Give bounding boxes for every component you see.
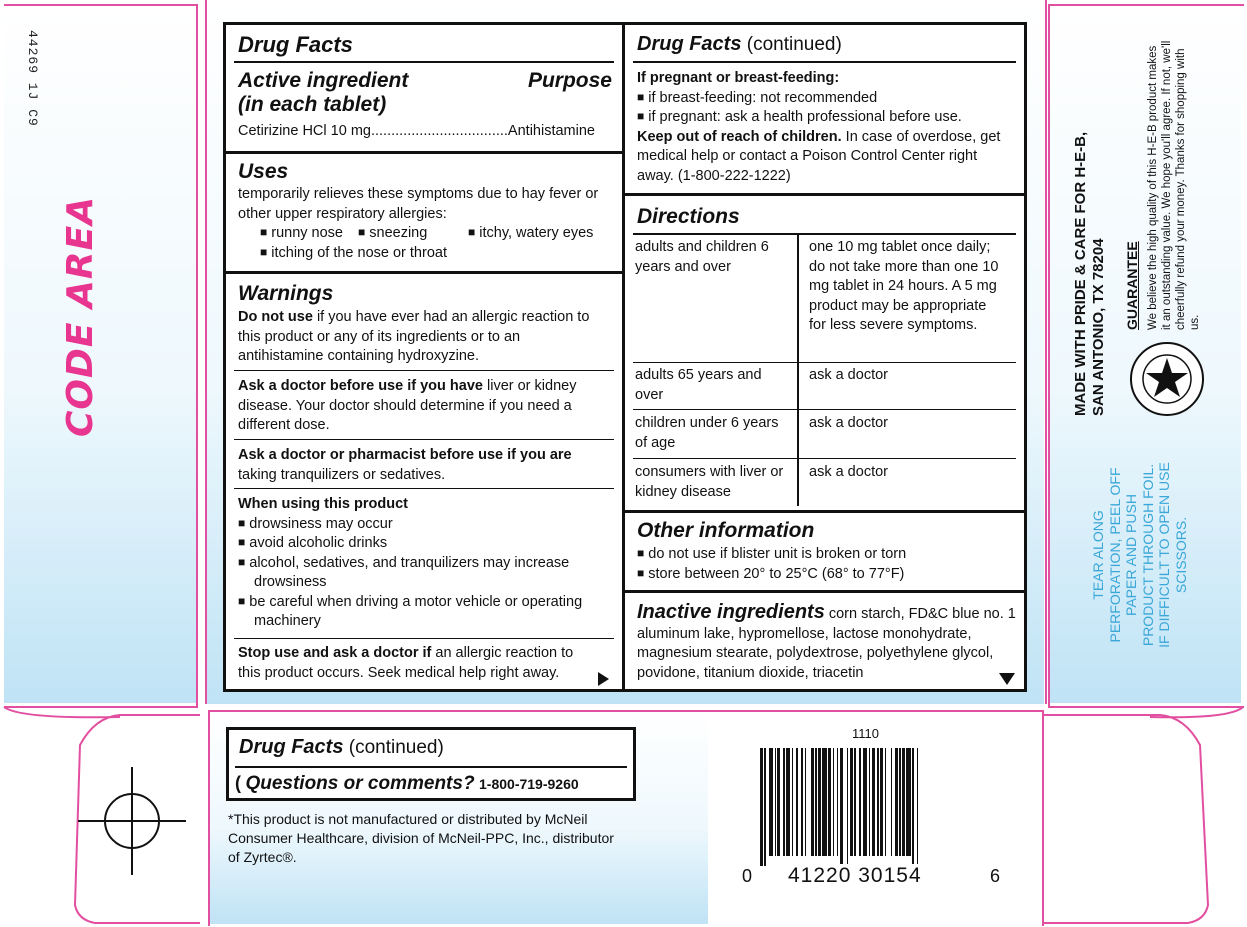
barcode-bar bbox=[775, 748, 776, 856]
bottom-drug-facts-title: Drug Facts (continued) bbox=[239, 736, 444, 758]
barcode-bar bbox=[847, 748, 848, 866]
uses-heading: Uses bbox=[238, 160, 289, 183]
barcode-bar bbox=[863, 748, 867, 856]
when-using-item: ■ alcohol, sedatives, and tranquilizers may increase drowsiness bbox=[238, 554, 608, 593]
drug-facts-continued-title: Drug Facts (continued) bbox=[637, 33, 842, 55]
registration-mark-icon bbox=[76, 765, 188, 877]
barcode-bar bbox=[880, 748, 883, 856]
barcode-bar bbox=[801, 748, 804, 856]
drug-facts-title: Drug Facts bbox=[238, 32, 353, 57]
directions-heading: Directions bbox=[637, 205, 740, 228]
directions-row: consumers with liver or kidney disease ask a doctor bbox=[635, 464, 888, 500]
barcode-bar bbox=[869, 748, 870, 856]
directions-row: adults 65 years and over ask a doctor bbox=[635, 367, 888, 403]
barcode-bar bbox=[822, 748, 826, 856]
when-using-section: When using this product ■ drowsiness may occur ■ avoid alcoholic drinks ■ alcohol, sedatives, and tranquilizers may increase drowsiness ■ be careful when driving a motor vehicle or operating machinery bbox=[238, 495, 608, 632]
barcode-bar bbox=[885, 748, 886, 856]
uses-item: ■ runny nose bbox=[260, 224, 343, 244]
inactive-ingredients: Inactive ingredients corn starch, FD&C blue no. 1 aluminum lake, hypromellose, lactose monohydrate, magnesium stearate, polydextrose, polyethylene glycol, povidone, titanium dioxide, triacetin bbox=[637, 601, 1016, 681]
directions-row: children under 6 years of age ask a doctor bbox=[635, 415, 888, 451]
barcode-bar bbox=[850, 748, 853, 856]
barcode-bar bbox=[912, 748, 913, 866]
bottom-drug-facts-box bbox=[226, 727, 636, 801]
uses-item: ■ itching of the nose or throat bbox=[260, 244, 447, 264]
continue-arrow-icon bbox=[598, 672, 609, 686]
drug-facts-right-column bbox=[622, 22, 1027, 692]
barcode-bar bbox=[891, 748, 892, 856]
pregnant-item: ■ if pregnant: ask a health professional before use. bbox=[637, 108, 1017, 128]
barcode-bar bbox=[917, 748, 918, 866]
barcode-bar bbox=[833, 748, 834, 856]
uses-item: ■ itchy, watery eyes bbox=[468, 224, 593, 244]
when-using-item: ■ drowsiness may occur bbox=[238, 515, 608, 535]
upc-barcode bbox=[760, 748, 988, 866]
lot-code-text: 44269 1J C9 bbox=[25, 30, 40, 127]
barcode-bar bbox=[859, 748, 862, 856]
disclaimer-text: *This product is not manufactured or distributed by McNeil Consumer Healthcare, division of McNeil-PPC, Inc., distributor of Zyrtec®. bbox=[228, 811, 614, 865]
heb-star-seal-icon bbox=[1128, 340, 1206, 418]
barcode-bar bbox=[769, 748, 773, 856]
barcode-bar bbox=[902, 748, 905, 856]
barcode-bar bbox=[792, 748, 793, 856]
pregnant-section: If pregnant or breast-feeding: ■ if breast-feeding: not recommended ■ if pregnant: ask a health professional before use. Keep out of reach of children. In case of overdose, get medical help or contact a Poison Control Center right away. (1-800-222-1222) bbox=[637, 69, 1017, 186]
barcode-right-digit: 6 bbox=[990, 866, 1001, 886]
barcode-bar bbox=[837, 748, 838, 856]
barcode-bar bbox=[818, 748, 821, 856]
pregnant-item: ■ if breast-feeding: not recommended bbox=[637, 89, 1017, 109]
barcode-bar bbox=[760, 748, 763, 866]
continue-arrow-down-icon bbox=[999, 673, 1015, 685]
barcode-bar bbox=[877, 748, 878, 856]
barcode-bar bbox=[854, 748, 855, 856]
warnings-heading: Warnings bbox=[238, 282, 334, 305]
active-ingredient-heading: Active ingredient (in each tablet) bbox=[238, 69, 409, 116]
barcode-bar bbox=[828, 748, 831, 856]
uses-item: ■ sneezing bbox=[358, 224, 427, 244]
barcode-bar bbox=[786, 748, 790, 856]
ask-doctor-warning: Ask a doctor before use if you have liver or kidney disease. Your doctor should determine if you need a different dose. bbox=[238, 378, 577, 433]
code-area-label: CODE AREA bbox=[60, 195, 101, 437]
other-info-item: ■ do not use if blister unit is broken or torn bbox=[637, 545, 1017, 565]
keep-out-of-reach: Keep out of reach of children. In case of overdose, get medical help or contact a Poison Control Center right away. (1-800-222-1222) bbox=[637, 128, 1001, 184]
purpose-heading: Purpose bbox=[527, 69, 612, 92]
when-using-item: ■ avoid alcoholic drinks bbox=[238, 534, 608, 554]
barcode-bar bbox=[899, 748, 900, 856]
barcode-bar bbox=[895, 748, 898, 856]
when-using-item: ■ be careful when driving a motor vehicle or operating machinery bbox=[238, 593, 608, 632]
questions-line: ( Questions or comments? 1-800-719-9260 bbox=[235, 773, 579, 794]
other-information-heading: Other information bbox=[637, 519, 815, 542]
phone-icon: ( bbox=[235, 773, 241, 793]
barcode-bar bbox=[796, 748, 797, 856]
barcode-bar bbox=[872, 748, 875, 856]
guarantee-text: We believe the high quality of this H-E-B product makes it an outstanding value. We hope you'll agree. If not, we'll cheerfully refund your money. Thanks for shopping with us. bbox=[1147, 40, 1201, 330]
active-ingredient-line: Cetirizine HCl 10 mg..................................Antihistamine bbox=[238, 123, 595, 139]
barcode-bar bbox=[840, 748, 843, 866]
directions-row: adults and children 6 years and over one 10 mg tablet once daily; do not take more than one 10 mg tablet in 24 hours. A 5 mg product may be appropriate for less severe symptoms. bbox=[635, 239, 999, 333]
heb-made-with-text: MADE WITH PRIDE & CARE FOR H-E-B, SAN ANTONIO, TX 78204 bbox=[1072, 131, 1107, 416]
ask-pharmacist-warning: Ask a doctor or pharmacist before use if you are taking tranquilizers or sedatives. bbox=[238, 447, 572, 483]
barcode-bar bbox=[811, 748, 814, 856]
bottom-right-flap bbox=[1040, 705, 1247, 927]
barcode-bar bbox=[764, 748, 765, 866]
stop-use-warning: Stop use and ask a doctor if an allergic reaction to this product occurs. Seek medical help right away. bbox=[238, 645, 574, 681]
other-information-list bbox=[637, 545, 1017, 584]
barcode-bar bbox=[805, 748, 806, 856]
barcode-bar bbox=[783, 748, 784, 856]
barcode-number-top: 1110 bbox=[852, 726, 879, 741]
uses-text: temporarily relieves these symptoms due to hay fever or other upper respiratory allergies: bbox=[238, 186, 599, 222]
barcode-bar bbox=[906, 748, 910, 856]
barcode-digits: 41220 30154 bbox=[788, 864, 922, 887]
drug-facts-left-column bbox=[223, 22, 625, 692]
barcode-bar bbox=[815, 748, 816, 856]
do-not-use-warning: Do not use if you have ever had an allergic reaction to this product or any of its ingredients or to an antihistamine containing hydroxyzine. bbox=[238, 309, 590, 364]
barcode-bar bbox=[777, 748, 780, 856]
other-info-item: ■ store between 20° to 25°C (68° to 77°F) bbox=[637, 565, 1017, 585]
barcode-left-digit: 0 bbox=[742, 866, 753, 886]
tear-instructions: TEAR ALONG PERFORATION, PEEL OFF PAPER AND PUSH PRODUCT THROUGH FOIL. IF DIFFICULT TO OPEN USE SCISSORS. bbox=[1090, 462, 1189, 648]
guarantee-title: GUARANTEE bbox=[1124, 241, 1140, 330]
